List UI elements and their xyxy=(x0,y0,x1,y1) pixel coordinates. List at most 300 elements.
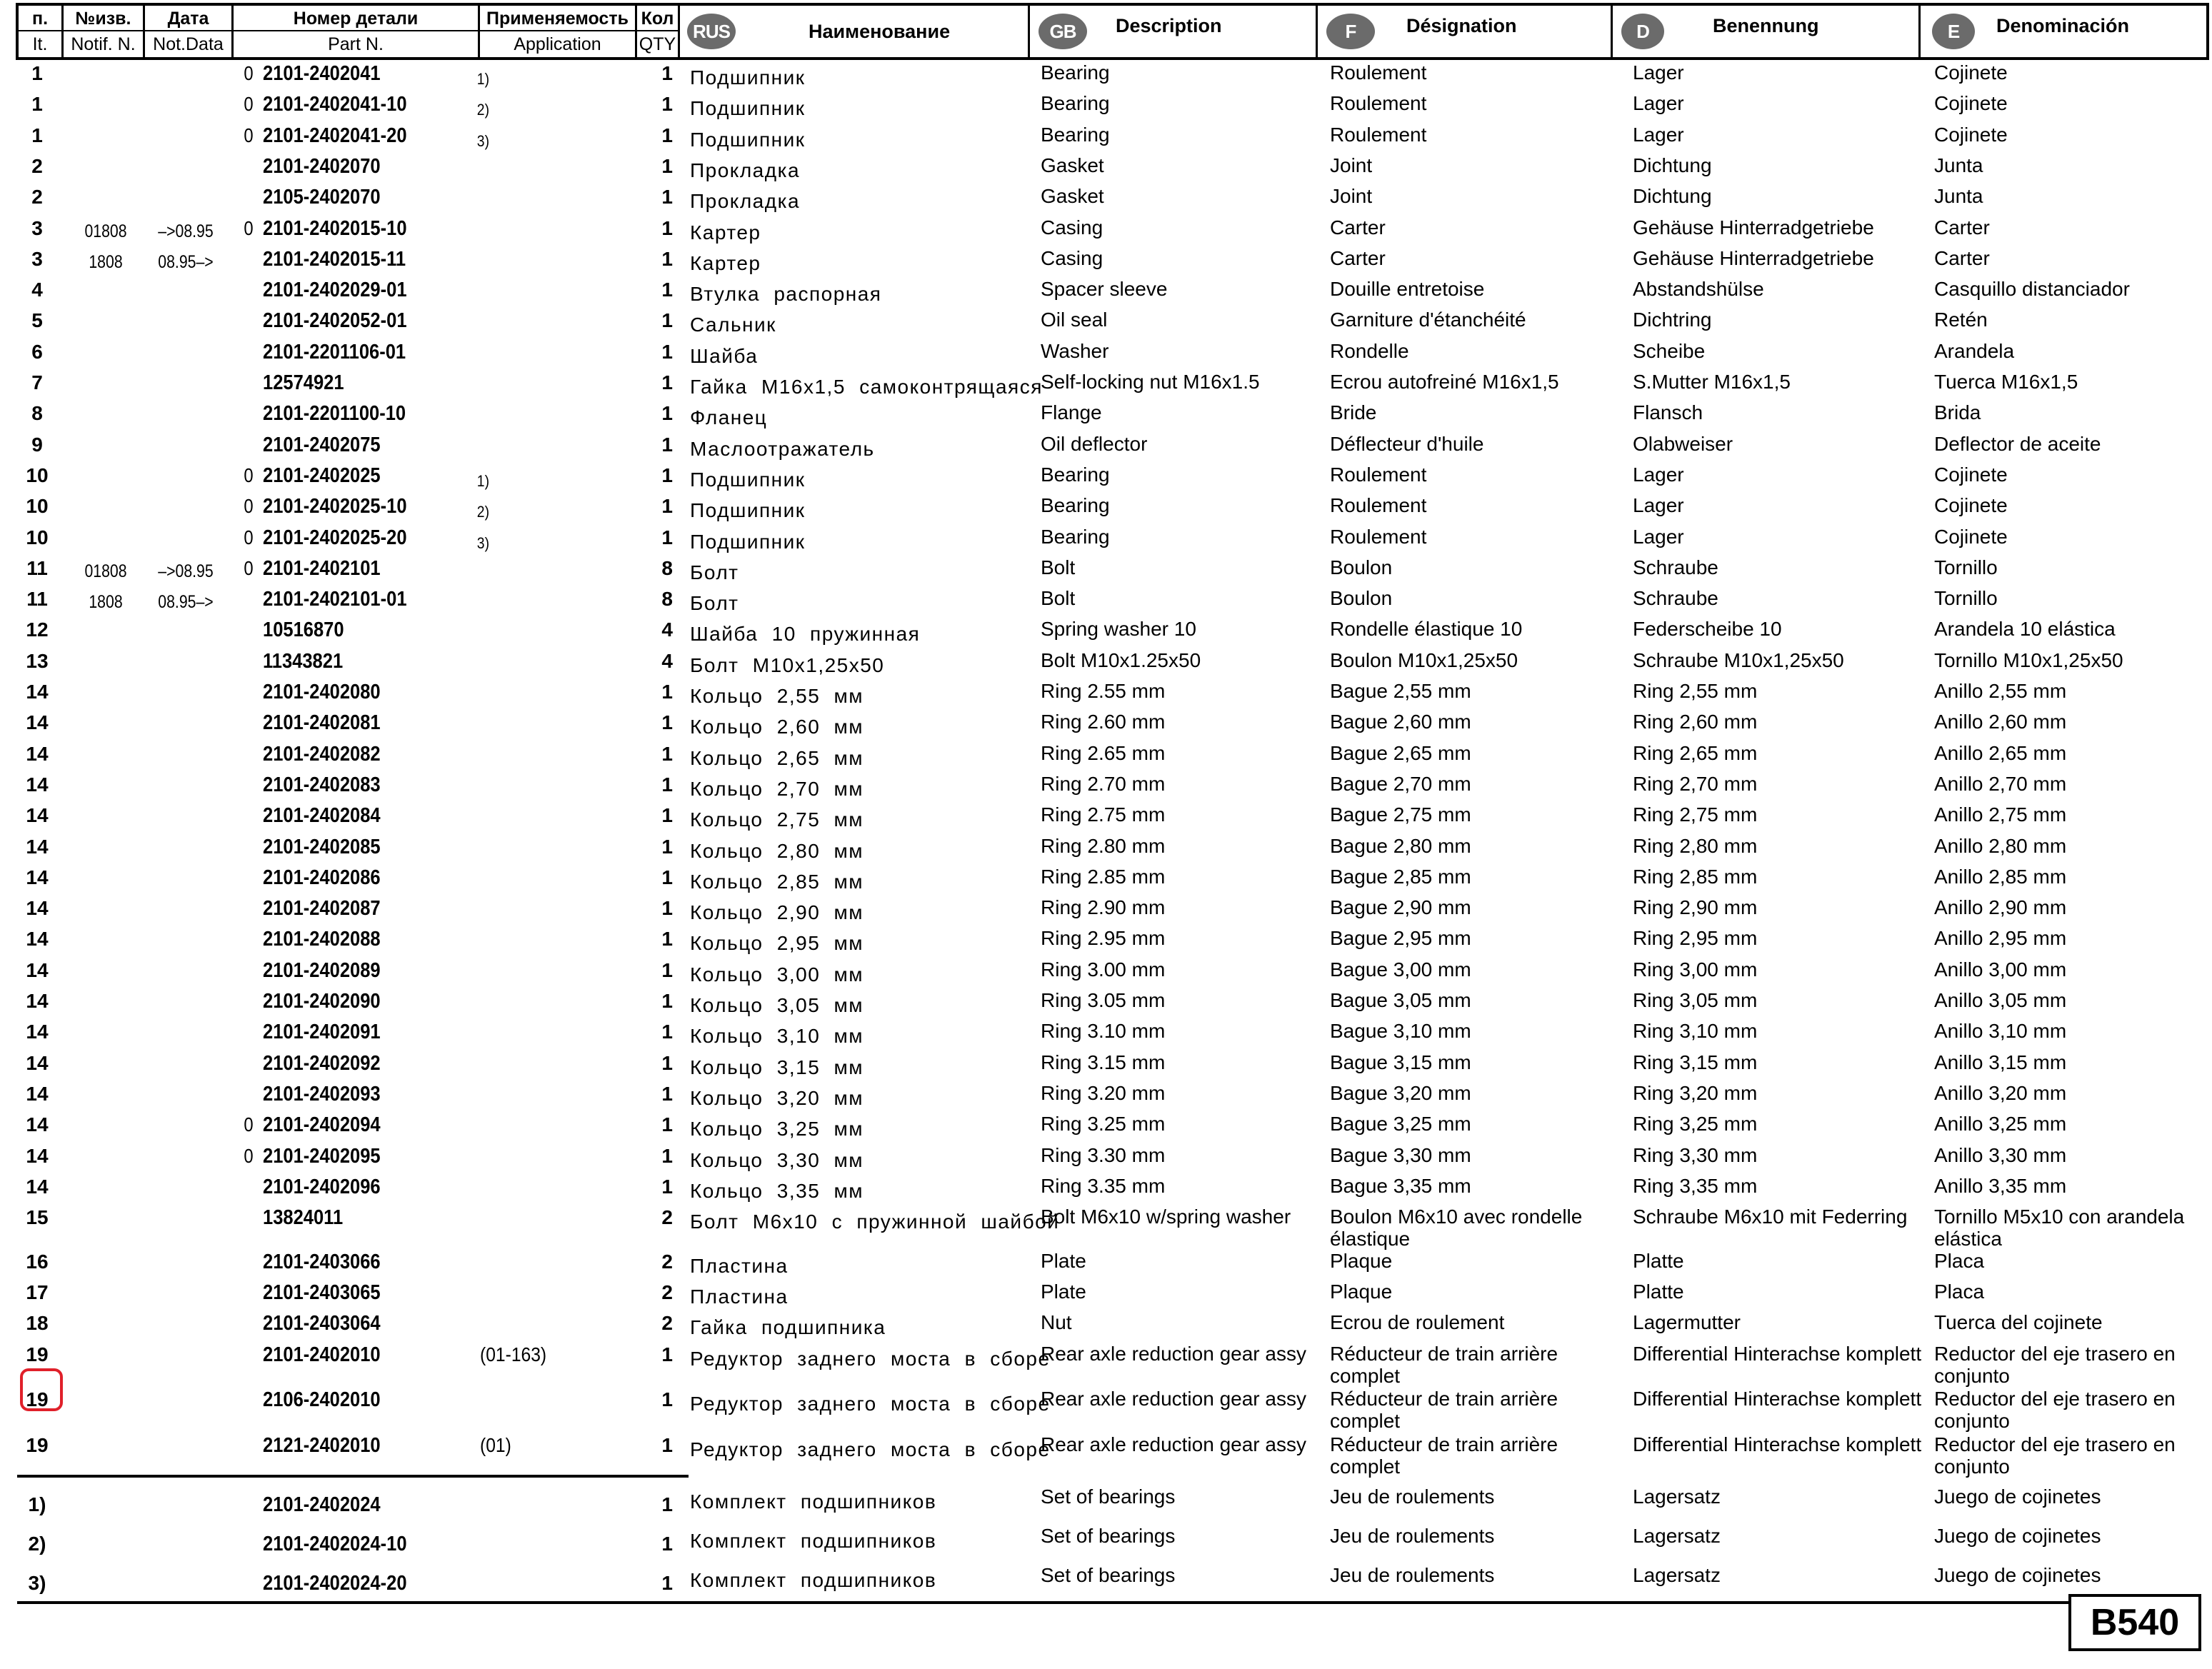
description-ru: Подшипник xyxy=(690,128,806,151)
part-number: 2101-2402015-10 xyxy=(263,216,407,240)
description-en: Set of bearings xyxy=(1041,1485,1176,1508)
description-de: Ring 2,90 mm xyxy=(1633,896,1758,919)
footnote-separator xyxy=(17,1475,689,1478)
description-fr: Bague 2,60 mm xyxy=(1330,711,1471,733)
description-ru: Кольцо 3,35 мм xyxy=(690,1179,864,1202)
description-en: Set of bearings xyxy=(1041,1564,1176,1586)
description-fr: Réducteur de train arrière complet xyxy=(1330,1343,1558,1387)
item-number: 3 xyxy=(31,247,43,270)
description-ru: Кольцо 2,90 мм xyxy=(690,901,864,924)
description-en: Ring 2.85 mm xyxy=(1041,865,1166,888)
item-number: 1 xyxy=(31,62,43,84)
item-number: 14 xyxy=(26,835,49,858)
quantity: 1 xyxy=(661,247,673,270)
description-es: Placa xyxy=(1934,1250,1985,1272)
item-number: 14 xyxy=(26,1082,49,1105)
description-fr: Ecrou autofreiné M16x1,5 xyxy=(1330,371,1559,393)
header-qty xyxy=(637,6,680,57)
description-en: Rear axle reduction gear assy xyxy=(1041,1388,1306,1410)
description-es: Brida xyxy=(1934,401,1981,424)
description-fr: Boulon M6x10 avec rondelle élastique xyxy=(1330,1206,1583,1250)
description-en: Flange xyxy=(1041,401,1102,424)
description-ru: Кольцо 3,25 мм xyxy=(690,1118,864,1141)
application: (01) xyxy=(480,1434,511,1456)
description-fr: Boulon M10x1,25x50 xyxy=(1330,648,1518,671)
description-de: Lagersatz xyxy=(1633,1525,1721,1547)
item-number: 14 xyxy=(26,1113,49,1136)
quantity: 1 xyxy=(661,958,673,981)
description-fr: Bague 3,15 mm xyxy=(1330,1051,1471,1073)
quantity: 1 xyxy=(661,835,673,858)
item-number: 11 xyxy=(26,556,48,579)
footnote-ref: 3) xyxy=(476,131,490,150)
description-en: Set of bearings xyxy=(1041,1525,1176,1547)
description-ru: Пластина xyxy=(690,1255,789,1277)
quantity: 1 xyxy=(661,495,673,518)
table-row xyxy=(0,896,2212,927)
description-ru: Прокладка xyxy=(690,159,801,181)
table-row xyxy=(0,958,2212,989)
table-row xyxy=(0,1144,2212,1175)
header-item-en: It. xyxy=(32,34,48,54)
description-en: Washer xyxy=(1041,339,1109,362)
quantity: 1 xyxy=(661,526,673,548)
item-number: 17 xyxy=(26,1281,49,1303)
description-fr: Rondelle élastique 10 xyxy=(1330,618,1523,641)
description-en: Rear axle reduction gear assy xyxy=(1041,1433,1306,1455)
item-number: 14 xyxy=(26,1175,49,1198)
quantity: 1 xyxy=(661,371,673,394)
description-es: Placa xyxy=(1934,1280,1985,1303)
description-en: Ring 2.55 mm xyxy=(1041,680,1166,702)
quantity: 1 xyxy=(661,1343,673,1365)
item-number: 2 xyxy=(31,186,43,209)
description-fr: Roulement xyxy=(1330,61,1427,84)
description-ru: Подшипник xyxy=(690,97,806,120)
description-ru: Редуктор заднего моста в сборе xyxy=(690,1393,1051,1415)
revision-marker: 0 xyxy=(244,216,254,239)
revision-marker: 0 xyxy=(244,62,254,84)
header-application-ru: Применяемость xyxy=(480,6,635,31)
part-number: 2101-2402088 xyxy=(263,928,381,951)
revision-marker: 0 xyxy=(244,1113,254,1136)
item-number: 14 xyxy=(26,711,49,734)
description-de: Gehäuse Hinterradgetriebe xyxy=(1633,216,1874,239)
quantity: 1 xyxy=(661,186,673,209)
part-number: 2101-2402052-01 xyxy=(263,309,407,333)
description-ru: Комплект подшипников xyxy=(690,1490,937,1513)
header-application xyxy=(480,6,637,57)
table-row xyxy=(0,835,2212,866)
part-number: 2101-2402024 xyxy=(263,1493,381,1516)
description-en: Ring 2.75 mm xyxy=(1041,803,1166,826)
part-number: 12574921 xyxy=(263,371,344,394)
table-row xyxy=(0,989,2212,1020)
part-number: 2105-2402070 xyxy=(263,186,381,209)
part-number: 2101-2402086 xyxy=(263,866,381,889)
footnote-row xyxy=(0,1525,2212,1555)
table-row xyxy=(0,711,2212,741)
item-number: 3 xyxy=(31,216,43,239)
header-lang-e xyxy=(1921,6,2206,57)
header-lang-rus xyxy=(680,6,1030,57)
description-de: Schraube M6x10 mit Federring xyxy=(1633,1206,1908,1228)
quantity: 1 xyxy=(661,1175,673,1198)
description-de: Lager xyxy=(1633,92,1684,115)
description-ru: Шайба 10 пружинная xyxy=(690,623,921,646)
row-highlight-marker xyxy=(20,1368,63,1411)
revision-marker: 0 xyxy=(244,495,254,518)
part-number: 13824011 xyxy=(263,1206,344,1229)
description-de: Ring 2,70 mm xyxy=(1633,772,1758,795)
description-ru: Кольцо 2,80 мм xyxy=(690,839,864,862)
part-number: 2121-2402010 xyxy=(263,1434,381,1457)
revision-marker: 0 xyxy=(244,1144,254,1167)
part-number: 2101-2402101 xyxy=(263,556,381,580)
header-notif-en: Notif. N. xyxy=(71,34,136,54)
quantity: 1 xyxy=(661,1493,673,1515)
description-en: Bolt xyxy=(1041,556,1076,578)
notification-date: –>08.95 xyxy=(158,561,214,581)
description-en: Ring 3.10 mm xyxy=(1041,1020,1166,1043)
description-de: Lagersatz xyxy=(1633,1564,1721,1586)
description-en: Bearing xyxy=(1041,123,1110,146)
description-fr: Bague 2,65 mm xyxy=(1330,741,1471,764)
description-de: Lager xyxy=(1633,463,1684,486)
description-es: Anillo 3,15 mm xyxy=(1934,1051,2067,1073)
description-es: Carter xyxy=(1934,246,1990,269)
description-en: Casing xyxy=(1041,216,1104,239)
header-lang-d-title: Benennung xyxy=(1713,15,1819,36)
description-ru: Комплект подшипников xyxy=(690,1530,937,1552)
description-es: Tornillo M5x10 con arandela elástica xyxy=(1934,1206,2185,1250)
table-row xyxy=(0,742,2212,773)
description-en: Plate xyxy=(1041,1250,1086,1272)
part-number: 11343821 xyxy=(263,649,344,673)
item-number: 10 xyxy=(26,495,49,518)
part-number: 2101-2402025-20 xyxy=(263,526,407,549)
page-code: B540 xyxy=(2068,1594,2201,1651)
description-fr: Plaque xyxy=(1330,1250,1393,1272)
item-number: 14 xyxy=(26,681,49,703)
part-number: 2101-2402082 xyxy=(263,742,381,766)
description-en: Bolt M10x1.25x50 xyxy=(1041,648,1201,671)
table-row xyxy=(0,401,2212,432)
quantity: 1 xyxy=(661,1388,673,1410)
table-row xyxy=(0,216,2212,247)
quantity: 1 xyxy=(661,928,673,951)
table-row xyxy=(0,618,2212,648)
d-flag-icon: D xyxy=(1621,14,1664,49)
description-fr: Bague 3,20 mm xyxy=(1330,1081,1471,1104)
table-row xyxy=(0,1206,2212,1250)
part-number: 2101-2402041 xyxy=(263,62,381,85)
table-row xyxy=(0,1175,2212,1206)
description-en: Ring 2.60 mm xyxy=(1041,711,1166,733)
description-de: Differential Hinterachse komplett xyxy=(1633,1343,1922,1365)
table-row xyxy=(0,866,2212,896)
notification-number: 01808 xyxy=(84,221,127,241)
table-row xyxy=(0,1433,2212,1478)
quantity: 1 xyxy=(661,1434,673,1456)
quantity: 1 xyxy=(661,681,673,703)
description-ru: Болт xyxy=(690,592,739,615)
description-es: Cojinete xyxy=(1934,92,2008,115)
footnote-ref: 2) xyxy=(476,503,490,521)
quantity: 1 xyxy=(661,62,673,84)
table-row xyxy=(0,278,2212,309)
quantity: 2 xyxy=(661,1206,673,1228)
description-de: Ring 3,05 mm xyxy=(1633,989,1758,1011)
description-es: Retén xyxy=(1934,309,1988,331)
part-number: 2101-2402029-01 xyxy=(263,279,407,302)
table-row xyxy=(0,927,2212,958)
part-number: 2101-2402089 xyxy=(263,958,381,982)
table-row xyxy=(0,61,2212,92)
part-number: 2101-2402087 xyxy=(263,897,381,921)
description-fr: Bague 3,00 mm xyxy=(1330,958,1471,981)
quantity: 1 xyxy=(661,93,673,116)
description-es: Anillo 3,35 mm xyxy=(1934,1174,2067,1197)
description-ru: Редуктор заднего моста в сборе xyxy=(690,1438,1051,1460)
description-de: Ring 3,00 mm xyxy=(1633,958,1758,981)
revision-marker: 0 xyxy=(244,93,254,116)
part-number: 2101-2402015-11 xyxy=(263,247,406,271)
part-number: 2101-2402094 xyxy=(263,1113,381,1137)
description-en: Gasket xyxy=(1041,185,1104,208)
description-fr: Roulement xyxy=(1330,92,1427,115)
description-ru: Комплект подшипников xyxy=(690,1569,937,1591)
description-en: Ring 3.15 mm xyxy=(1041,1051,1166,1073)
description-ru: Гайка подшипника xyxy=(690,1316,886,1338)
description-de: Ring 2,75 mm xyxy=(1633,803,1758,826)
header-qty-ru: Кол xyxy=(637,6,678,31)
description-es: Anillo 2,60 mm xyxy=(1934,711,2067,733)
description-fr: Bague 3,10 mm xyxy=(1330,1020,1471,1043)
description-es: Juego de cojinetes xyxy=(1934,1525,2101,1547)
description-es: Tuerca del cojinete xyxy=(1934,1311,2103,1333)
footnote-ref: 3) xyxy=(476,533,490,552)
part-number: 2101-2402080 xyxy=(263,681,381,703)
item-number: 14 xyxy=(26,1144,49,1167)
table-row xyxy=(0,340,2212,371)
description-de: Ring 2,60 mm xyxy=(1633,711,1758,733)
description-en: Bolt M6x10 w/spring washer xyxy=(1041,1206,1291,1228)
description-en: Ring 3.35 mm xyxy=(1041,1174,1166,1197)
description-de: Olabweiser xyxy=(1633,432,1733,455)
description-es: Anillo 2,85 mm xyxy=(1934,865,2067,888)
item-number: 8 xyxy=(31,402,43,425)
part-number: 2101-2403066 xyxy=(263,1251,381,1273)
description-ru: Кольцо 2,55 мм xyxy=(690,685,864,707)
description-ru: Болт xyxy=(690,561,739,583)
quantity: 1 xyxy=(661,1144,673,1167)
description-de: Ring 2,65 mm xyxy=(1633,741,1758,764)
description-fr: Jeu de roulements xyxy=(1330,1564,1495,1586)
table-row xyxy=(0,92,2212,123)
part-number: 2101-2402090 xyxy=(263,990,381,1013)
table-row xyxy=(0,649,2212,680)
item-number: 14 xyxy=(26,928,49,951)
description-en: Bearing xyxy=(1041,494,1110,517)
description-es: Anillo 2,70 mm xyxy=(1934,772,2067,795)
quantity: 1 xyxy=(661,309,673,332)
description-fr: Réducteur de train arrière complet xyxy=(1330,1388,1558,1432)
part-number: 2101-2402085 xyxy=(263,835,381,858)
description-en: Nut xyxy=(1041,1311,1072,1333)
description-ru: Редуктор заднего моста в сборе xyxy=(690,1348,1051,1370)
quantity: 1 xyxy=(661,742,673,765)
description-de: Flansch xyxy=(1633,401,1703,424)
description-de: Differential Hinterachse komplett xyxy=(1633,1433,1922,1455)
quantity: 1 xyxy=(661,773,673,796)
table-row xyxy=(0,1250,2212,1280)
description-en: Ring 2.80 mm xyxy=(1041,834,1166,857)
description-es: Cojinete xyxy=(1934,61,2008,84)
item-number: 11 xyxy=(26,588,48,611)
table-row xyxy=(0,433,2212,463)
description-de: Lager xyxy=(1633,61,1684,84)
description-en: Bearing xyxy=(1041,525,1110,548)
header-lang-gb xyxy=(1030,6,1318,57)
description-es: Anillo 2,95 mm xyxy=(1934,927,2067,950)
item-number: 14 xyxy=(26,958,49,981)
description-fr: Déflecteur d'huile xyxy=(1330,432,1484,455)
description-de: Gehäuse Hinterradgetriebe xyxy=(1633,246,1874,269)
header-lang-e-title: Denominación xyxy=(1996,15,2130,36)
description-de: Scheibe xyxy=(1633,339,1706,362)
header-item-ru: п. xyxy=(19,6,61,31)
description-es: Reductor del eje trasero en conjunto xyxy=(1934,1343,2176,1387)
table-row xyxy=(0,1343,2212,1387)
header-application-en: Application xyxy=(514,34,601,54)
description-fr: Rondelle xyxy=(1330,339,1409,362)
description-es: Anillo 3,30 mm xyxy=(1934,1143,2067,1166)
revision-marker: 0 xyxy=(244,556,254,579)
quantity: 1 xyxy=(661,804,673,827)
part-number: 2101-2402095 xyxy=(263,1144,381,1168)
description-ru: Шайба xyxy=(690,344,759,367)
description-de: Platte xyxy=(1633,1250,1684,1272)
gb-flag-icon: GB xyxy=(1039,14,1087,49)
description-fr: Jeu de roulements xyxy=(1330,1485,1495,1508)
description-ru: Кольцо 3,20 мм xyxy=(690,1086,864,1109)
quantity: 1 xyxy=(661,1051,673,1074)
header-part xyxy=(234,6,480,57)
quantity: 1 xyxy=(661,1113,673,1136)
description-es: Deflector de aceite xyxy=(1934,432,2101,455)
description-de: Schraube xyxy=(1633,556,1718,578)
header-date-ru: Дата xyxy=(145,6,231,31)
description-es: Cojinete xyxy=(1934,494,2008,517)
description-de: Differential Hinterachse komplett xyxy=(1633,1388,1922,1410)
table-row xyxy=(0,803,2212,834)
notification-date: 08.95–> xyxy=(158,592,214,613)
description-de: Ring 2,55 mm xyxy=(1633,680,1758,702)
part-number: 2101-2201100-10 xyxy=(263,402,406,426)
description-fr: Joint xyxy=(1330,185,1373,208)
table-row-highlighted xyxy=(0,1388,2212,1432)
notification-date: 08.95–> xyxy=(158,251,214,272)
description-de: Dichtung xyxy=(1633,185,1712,208)
description-es: Arandela 10 elástica xyxy=(1934,618,2116,641)
description-de: Ring 3,25 mm xyxy=(1633,1113,1758,1136)
quantity: 4 xyxy=(661,649,673,672)
description-de: Lagermutter xyxy=(1633,1311,1741,1333)
item-number: 2 xyxy=(31,154,43,177)
item-number: 15 xyxy=(26,1206,49,1228)
item-number: 19 xyxy=(26,1388,49,1410)
description-es: Cojinete xyxy=(1934,525,2008,548)
description-de: Schraube xyxy=(1633,587,1718,610)
description-fr: Ecrou de roulement xyxy=(1330,1311,1505,1333)
description-ru: Подшипник xyxy=(690,530,806,553)
table-header xyxy=(16,3,2209,60)
footnote-ref: 2) xyxy=(476,101,490,119)
description-de: Ring 3,30 mm xyxy=(1633,1143,1758,1166)
quantity: 1 xyxy=(661,279,673,301)
description-es: Carter xyxy=(1934,216,1990,239)
item-number: 14 xyxy=(26,804,49,827)
item-number: 7 xyxy=(31,371,43,394)
quantity: 1 xyxy=(661,216,673,239)
header-part-en: Part N. xyxy=(328,34,384,54)
quantity: 1 xyxy=(661,1021,673,1043)
header-date-en: Not.Data xyxy=(153,34,224,54)
description-fr: Bague 2,90 mm xyxy=(1330,896,1471,919)
description-en: Spring washer 10 xyxy=(1041,618,1196,641)
description-ru: Болт M6x10 с пружинной шайбой xyxy=(690,1211,1060,1233)
description-es: Anillo 2,65 mm xyxy=(1934,741,2067,764)
description-de: Ring 2,85 mm xyxy=(1633,865,1758,888)
description-es: Anillo 3,00 mm xyxy=(1934,958,2067,981)
description-ru: Болт M10x1,25x50 xyxy=(690,653,885,676)
revision-marker: 0 xyxy=(244,526,254,548)
description-es: Junta xyxy=(1934,154,1983,176)
table-row xyxy=(0,1280,2212,1311)
item-number: 14 xyxy=(26,773,49,796)
description-de: Dichtring xyxy=(1633,309,1712,331)
description-es: Tornillo M10x1,25x50 xyxy=(1934,648,2123,671)
quantity: 1 xyxy=(661,340,673,363)
part-number: 2101-2403065 xyxy=(263,1281,381,1304)
description-en: Ring 2.70 mm xyxy=(1041,772,1166,795)
description-ru: Гайка M16x1,5 самоконтрящаяся xyxy=(690,376,1043,398)
description-ru: Кольцо 3,05 мм xyxy=(690,994,864,1016)
description-de: Ring 3,10 mm xyxy=(1633,1020,1758,1043)
table-row xyxy=(0,1311,2212,1342)
description-es: Tornillo xyxy=(1934,556,1998,578)
header-notif xyxy=(64,6,145,57)
description-es: Reductor del eje trasero en conjunto xyxy=(1934,1388,2176,1432)
description-de: Ring 2,80 mm xyxy=(1633,834,1758,857)
description-ru: Подшипник xyxy=(690,499,806,522)
description-fr: Bague 3,30 mm xyxy=(1330,1143,1471,1166)
description-ru: Кольцо 3,10 мм xyxy=(690,1025,864,1048)
quantity: 1 xyxy=(661,433,673,456)
quantity: 1 xyxy=(661,1533,673,1555)
description-fr: Bague 2,75 mm xyxy=(1330,803,1471,826)
description-en: Casing xyxy=(1041,246,1104,269)
quantity: 1 xyxy=(661,154,673,177)
revision-marker: 0 xyxy=(244,463,254,486)
description-en: Bearing xyxy=(1041,463,1110,486)
description-en: Self-locking nut M16x1.5 xyxy=(1041,371,1260,393)
description-fr: Roulement xyxy=(1330,123,1427,146)
description-es: Anillo 2,80 mm xyxy=(1934,834,2067,857)
description-es: Casquillo distanciador xyxy=(1934,278,2130,301)
footnote-row xyxy=(0,1485,2212,1516)
